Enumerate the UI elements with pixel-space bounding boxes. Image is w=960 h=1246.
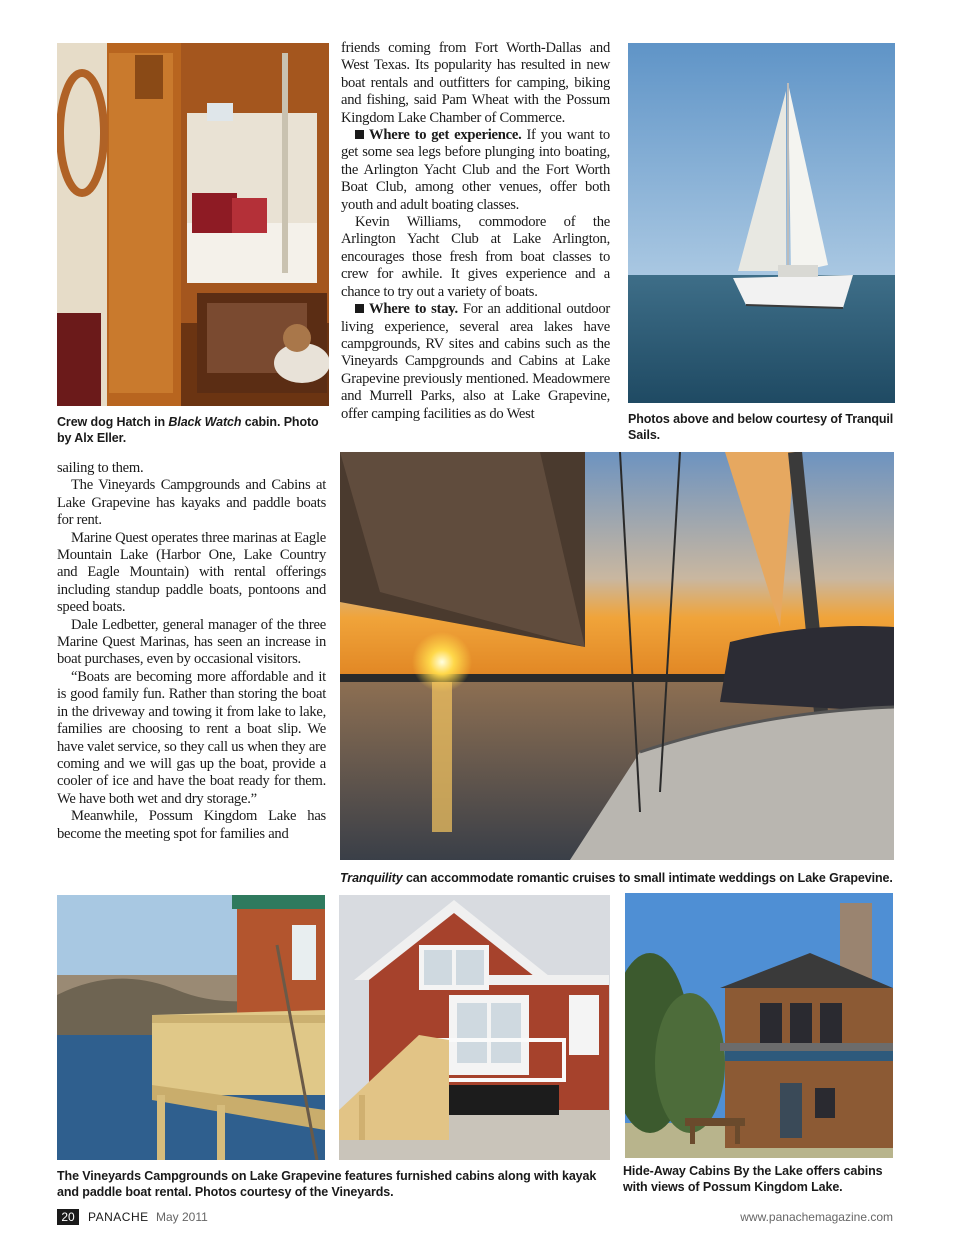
vineyards-deck-photo xyxy=(57,895,325,1160)
caption-text: can accommodate romantic cruises to small intimate weddings on Lake Grapevine. xyxy=(402,871,893,885)
article-paragraph: Marine Quest operates three marinas at Eagle Mountain Lake (Harbor One, Lake Country and Eagle Mountain) with rental offerings including standup paddle boats, pontoons and speed boats. xyxy=(57,529,326,616)
article-paragraph: The Vineyards Campgrounds and Cabins at Lake Grapevine has kayaks and paddle boats for rent. xyxy=(57,477,326,529)
article-paragraph: Kevin Williams, commodore of the Arlington Yacht Club at Lake Arlington, encourages those fresh from boat classes to crew for awhile. It gives experience and a chance to try out a variety of boats. xyxy=(341,214,610,300)
issue-date: May 2011 xyxy=(155,1210,208,1224)
hideaway-caption: Hide-Away Cabins By the Lake offers cabins with views of Possum Kingdom Lake. xyxy=(623,1164,883,1194)
sunset-sail-caption xyxy=(340,870,900,886)
bullet-square-icon xyxy=(355,304,364,313)
paragraph-body: For an additional outdoor living experience, several area lakes have campgrounds, RV sites and cabins such as the Vineyards Campgrounds and Cabins at Lake Grapevine previously mentioned. Meadowmere and Murrell Parks, also at Lake Grapevine, offer camping facilities as do West xyxy=(341,301,610,422)
caption-text: cabin. Photo by Alx Eller. xyxy=(57,415,319,445)
vineyards-cabin-photo xyxy=(339,895,610,1160)
footer-magazine xyxy=(88,1210,208,1224)
article-paragraph: “Boats are becoming more affordable and it is good family fun. Rather than storing the boat in the driveway and towing it from lake to lake, families are choosing to rent a boat slip. We have valet service, so they call us when they are coming and we will gas up the boat, provide a cooler of ice and have the boat ready for them. We have both wet and dry storage.” xyxy=(57,668,326,807)
caption-boat-name: Tranquility xyxy=(340,871,403,885)
article-column-middle xyxy=(341,40,610,423)
bullet-square-icon xyxy=(355,130,364,139)
caption-boat-name: Black Watch xyxy=(168,415,242,429)
caption-text: Crew dog Hatch in xyxy=(57,415,169,429)
vineyards-caption: The Vineyards Campgrounds on Lake Grapevine features furnished cabins along with kayak and paddle boat rental. Photos courtesy of the Vineyards. xyxy=(57,1169,597,1199)
sunset-sail-photo xyxy=(340,452,894,860)
footer-url[interactable]: www.panachemagazine.com xyxy=(740,1210,893,1224)
article-paragraph: Meanwhile, Possum Kingdom Lake has become the meeting spot for families and xyxy=(57,808,326,842)
subhead: Where to get experience. xyxy=(369,127,522,144)
sailboat-caption: Photos above and below courtesy of Tranquil Sails. xyxy=(628,412,894,442)
paragraph-body: If you want to get some sea legs before plunging into boating, the Arlington Yacht Club and the Fort Worth Boat Club, among other venues, offer both youth and adult boating classes. xyxy=(341,127,610,213)
article-paragraph xyxy=(341,127,610,214)
article-paragraph: sailing to them. xyxy=(57,460,144,476)
hideaway-cabin-photo xyxy=(625,893,893,1158)
magazine-name: PANACHE xyxy=(88,1210,149,1224)
cabin-interior-caption xyxy=(57,414,329,446)
page-number: 20 xyxy=(57,1209,79,1225)
article-paragraph: friends coming from Fort Worth-Dallas and West Texas. Its popularity has resulted in new boat rentals and outfitters for camping, biking and fishing, said Pam Wheat with the Possum Kingdom Lake Chamber of Commerce. xyxy=(341,40,610,126)
article-paragraph xyxy=(341,301,610,423)
article-paragraph: Dale Ledbetter, general manager of the three Marine Quest Marinas, has seen an increase in boat purchases, even by occasional visitors. xyxy=(57,616,326,668)
sailboat-photo xyxy=(628,43,895,403)
subhead: Where to stay. xyxy=(369,301,458,318)
cabin-interior-photo xyxy=(57,43,329,406)
article-column-left xyxy=(57,460,326,843)
